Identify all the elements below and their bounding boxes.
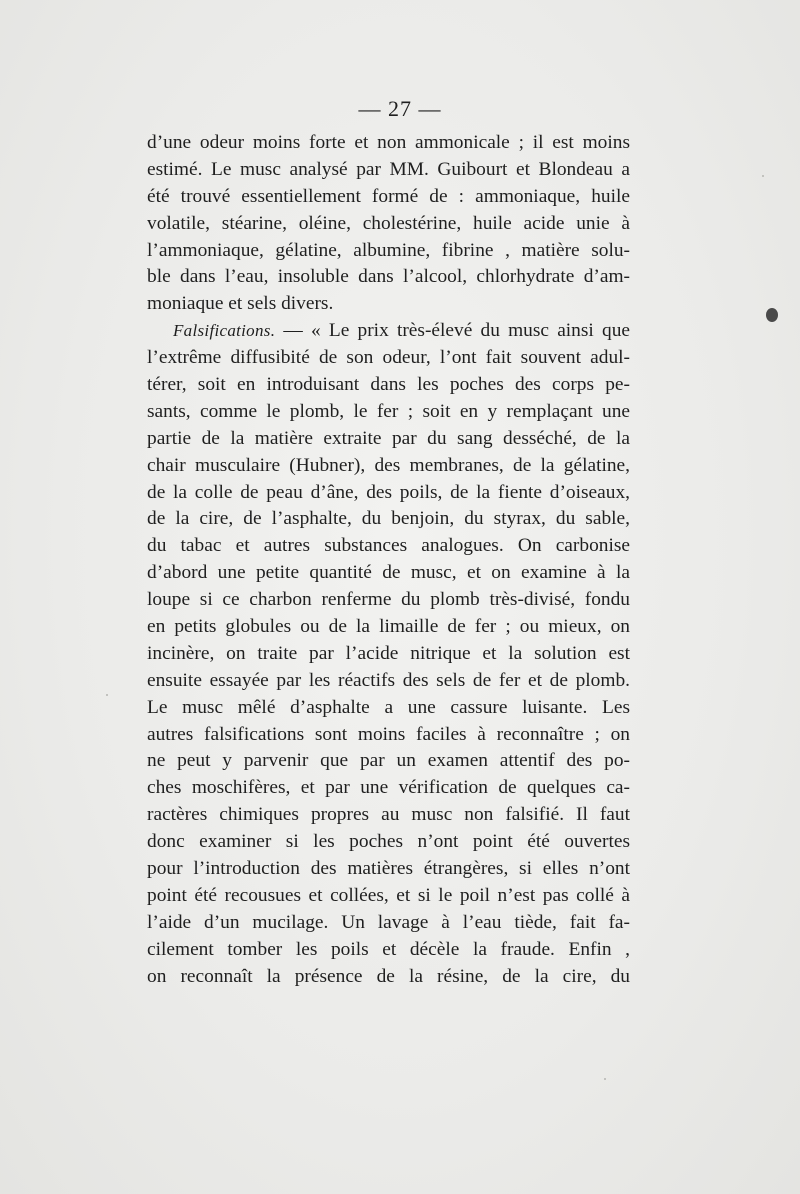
text-line: de la colle de peau d’âne, des poils, de la fiente d’oiseaux,: [147, 481, 630, 503]
text-line: estimé. Le musc analysé par MM. Guibourt et Blondeau a: [147, 158, 630, 180]
body-text: [147, 130, 630, 991]
text-line: ractères chimiques propres au musc non falsifié. Il faut: [147, 804, 630, 826]
text-line: volatile, stéarine, oléine, cholestérine, huile acide unie à: [147, 212, 630, 234]
text-line: en petits globules ou de la limaille de fer ; ou mieux, on: [147, 616, 630, 638]
text-line: térer, soit en introduisant dans les poches des corps pe-: [147, 374, 630, 396]
text-line: été trouvé essentiellement formé de : ammoniaque, huile: [147, 185, 630, 207]
text-line: d’abord une petite quantité de musc, et on examine à la: [147, 562, 630, 584]
text-line: partie de la matière extraite par du sang desséché, de la: [147, 427, 630, 449]
text-line: incinère, on traite par l’acide nitrique et la solution est: [147, 642, 630, 664]
text-line: pour l’introduction des matières étrangères, si elles n’ont: [147, 858, 630, 880]
paper-speck: [604, 1078, 606, 1080]
text-line: ble dans l’eau, insoluble dans l’alcool, chlorhydrate d’am-: [147, 266, 630, 288]
text-line: on reconnaît la présence de la résine, de la cire, du: [147, 965, 630, 987]
text-line: l’aide d’un mucilage. Un lavage à l’eau tiède, fait fa-: [147, 911, 630, 933]
text-line: de la cire, de l’asphalte, du benjoin, du styrax, du sable,: [147, 508, 630, 530]
text-line: ne peut y parvenir que par un examen attentif des po-: [147, 750, 630, 772]
text-line: l’extrême diffusibité de son odeur, l’ont fait souvent adul-: [147, 347, 630, 369]
text-line: donc examiner si les poches n’ont point été ouvertes: [147, 831, 630, 853]
text-line: du tabac et autres substances analogues. On carbonise: [147, 535, 630, 557]
text-line: chair musculaire (Hubner), des membranes, de la gélatine,: [147, 454, 630, 476]
ink-speck: [766, 308, 778, 322]
falsifications-line: [147, 318, 630, 345]
text-line: cilement tomber les poils et décèle la fraude. Enfin ,: [147, 938, 630, 960]
text-line: d’une odeur moins forte et non ammonicale ; il est moins: [147, 132, 630, 153]
falsifications-heading: Falsifications.: [173, 321, 276, 341]
paper-speck: [762, 175, 764, 177]
text-line: ches moschifères, et par une vérification de quelques ca-: [147, 777, 630, 799]
text-line: l’ammoniaque, gélatine, albumine, fibrine , matière solu-: [147, 239, 630, 261]
text-line: moniaque et sels divers.: [147, 293, 334, 315]
text-line: Le musc mêlé d’asphalte a une cassure luisante. Les: [147, 696, 630, 718]
falsifications-line-rest: — « Le prix très-élevé du musc ainsi que: [275, 320, 630, 342]
page-number: — 27 —: [358, 96, 442, 121]
text-line: autres falsifications sont moins faciles à reconnaître ; on: [147, 723, 630, 745]
paper-speck: [106, 694, 108, 696]
text-line: loupe si ce charbon renferme du plomb très-divisé, fondu: [147, 589, 630, 611]
text-line: ensuite essayée par les réactifs des sels de fer et de plomb.: [147, 669, 630, 691]
text-line: sants, comme le plomb, le fer ; soit en y remplaçant une: [147, 400, 630, 422]
text-line: point été recousues et collées, et si le poil n’est pas collé à: [147, 884, 630, 906]
